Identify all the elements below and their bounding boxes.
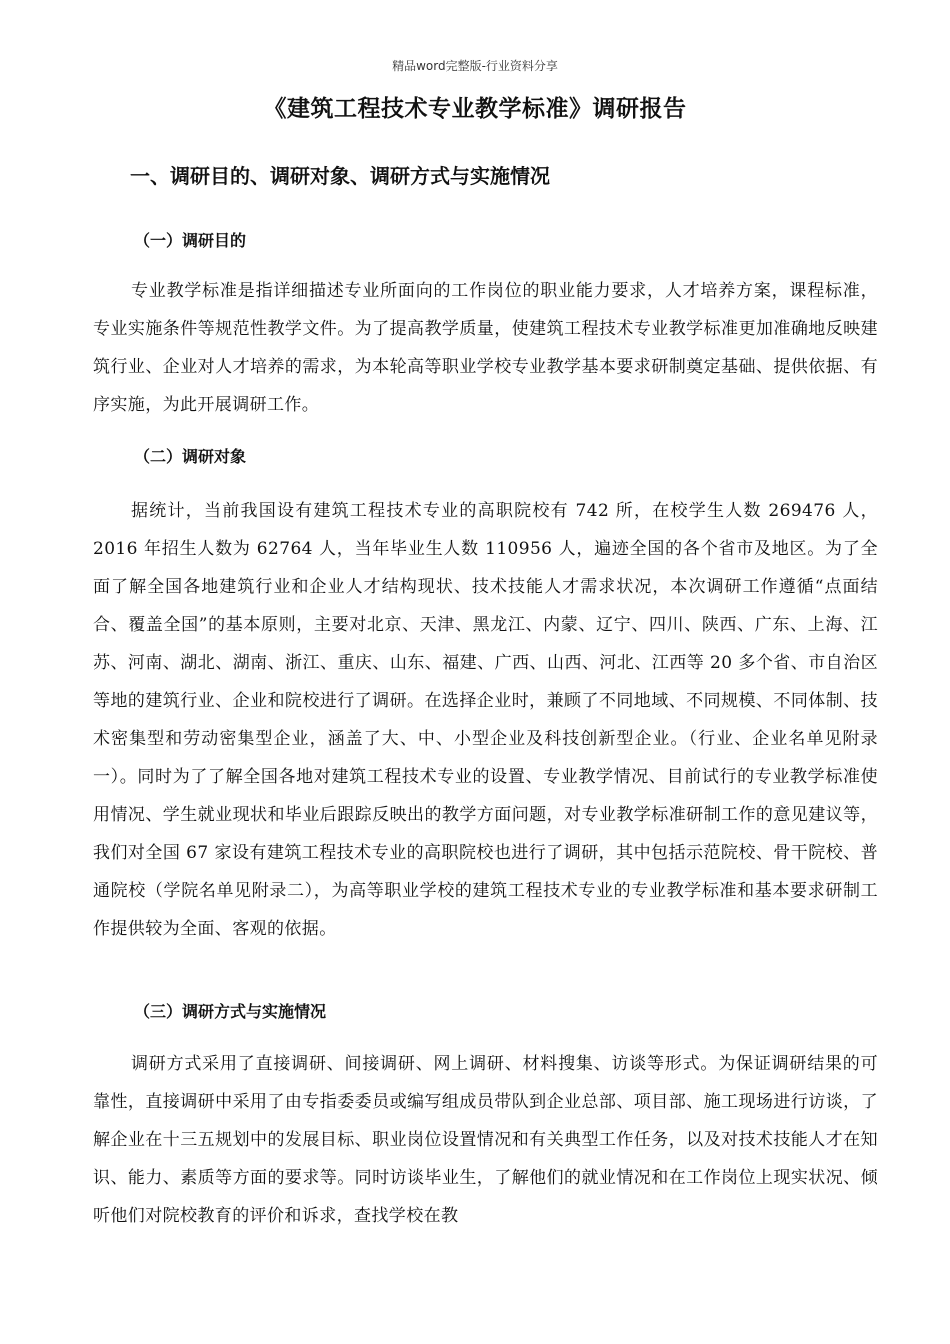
- subsection-heading-purpose: （一）调研目的: [134, 231, 247, 250]
- subsection-heading-subjects: （二）调研对象: [134, 447, 247, 466]
- subsection-heading-methods: （三）调研方式与实施情况: [134, 1002, 327, 1021]
- running-header: 精品word完整版-行业资料分享: [392, 59, 558, 73]
- document-title: 《建筑工程技术专业教学标准》调研报告: [263, 96, 687, 122]
- paragraph-purpose: 专业教学标准是指详细描述专业所面向的工作岗位的职业能力要求，人才培养方案，课程标准，专业实施条件等规范性教学文件。为了提高教学质量，使建筑工程技术专业教学标准更加准确地反映建筑行业、企业对人才培养的需求，为本轮高等职业学校专业教学基本要求研制奠定基础、提供依据、有序实施，为此开展调研工作。: [93, 281, 878, 415]
- section-heading-1: 一、调研目的、调研对象、调研方式与实施情况: [130, 164, 550, 188]
- paragraph-subjects: 据统计，当前我国设有建筑工程技术专业的高职院校有 742 所，在校学生人数 269476 人，2016 年招生人数为 62764 人，当年毕业生人数 110956 人，遍迹全国的各个省市及地区。为了全面了解全国各地建筑行业和企业人才结构现状、技术技能人才需求状况，本次调研工作遵循“点面结合、覆盖全国”的基本原则，主要对北京、天津、黑龙江、内蒙、辽宁、四川、陕西、广东、上海、江苏、河南、湖北、湖南、浙江、重庆、山东、福建、广西、山西、河北、江西等 20 多个省、市自治区等地的建筑行业、企业和院校进行了调研。在选择企业时，兼顾了不同地域、不同规模、不同体制、技术密集型和劳动密集型企业，涵盖了大、中、小型企业及科技创新型企业。（行业、企业名单见附录一）。同时为了了解全国各地对建筑工程技术专业的设置、专业教学情况、目前试行的专业教学标准使用情况、学生就业现状和毕业后跟踪反映出的教学方面问题，对专业教学标准研制工作的意见建议等，我们对全国 67 家设有建筑工程技术专业的高职院校也进行了调研，其中包括示范院校、骨干院校、普通院校（学院名单见附录二），为高等职业学校的建筑工程技术专业的专业教学标准和基本要求研制工作提供较为全面、客观的依据。: [93, 501, 878, 939]
- paragraph-methods: 调研方式采用了直接调研、间接调研、网上调研、材料搜集、访谈等形式。为保证调研结果的可靠性，直接调研中采用了由专指委委员或编写组成员带队到企业总部、项目部、施工现场进行访谈，了解企业在十三五规划中的发展目标、职业岗位设置情况和有关典型工作任务，以及对技术技能人才在知识、能力、素质等方面的要求等。同时访谈毕业生，了解他们的就业情况和在工作岗位上现实状况、倾听他们对院校教育的评价和诉求，查找学校在教: [93, 1054, 878, 1226]
